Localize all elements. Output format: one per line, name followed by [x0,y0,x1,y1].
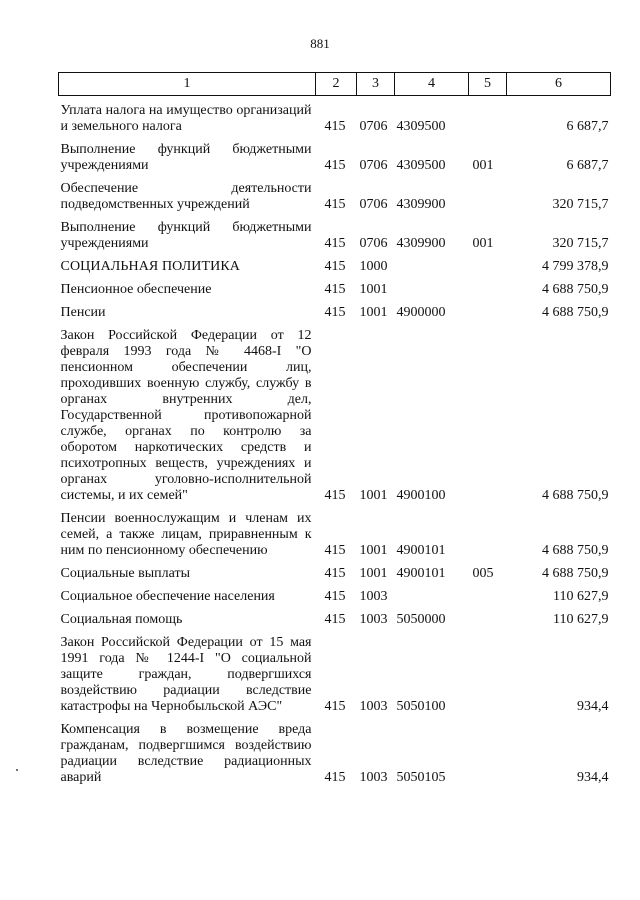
row-vr [469,504,507,559]
row-csr: 5050100 [396,699,446,714]
row-sum: 934,4 [577,699,609,714]
row-sum: 4 688 750,9 [542,566,609,581]
row-vr: 001 [472,158,494,173]
table-row [59,559,611,582]
row-rz: 1001 [359,488,388,503]
table-row [59,298,611,321]
row-ved: 415 [324,566,346,581]
row-vr [469,715,507,786]
row-rz: 1001 [359,305,388,320]
row-rz: 1003 [359,770,388,785]
row-csr: 4309900 [396,236,446,251]
row-name: Пенсии военнослужащим и членам их семей, а также лицам, приравненным к ним по пенсионному обеспечению [60,511,312,558]
row-vr [469,298,507,321]
row-vr [469,252,507,275]
table-row [59,321,611,504]
row-sum: 4 688 750,9 [542,543,609,558]
row-ved: 415 [324,543,346,558]
row-ved: 415 [324,119,346,134]
row-ved: 415 [324,236,346,251]
table-row [59,252,611,275]
table-row [59,213,611,252]
row-sum: 110 627,9 [553,612,609,627]
row-rz: 0706 [359,158,388,173]
row-rz: 1000 [359,259,388,274]
row-csr: 4900101 [396,543,446,558]
row-sum: 4 688 750,9 [542,305,609,320]
row-name: Закон Российской Федерации от 12 февраля 1993 года № 4468-I "О пенсионном обеспечении лиц, проходивших военную службу, службу в органах внутренних дел, Государственной противопожарной службе, органах по контролю за оборотом наркотических средств и психотропных веществ, учреждениях и органах уголовно-исполнительной системы, и их семей" [60,328,312,503]
row-ved: 415 [324,282,346,297]
row-name: Социальные выплаты [60,566,191,581]
table-row [59,628,611,715]
row-vr [469,605,507,628]
header-col-5: 5 [469,73,507,96]
row-sum: 4 799 378,9 [542,259,609,274]
row-vr [469,174,507,213]
row-ved: 415 [324,612,346,627]
row-ved: 415 [324,158,346,173]
row-vr [469,628,507,715]
row-ved: 415 [324,770,346,785]
row-name: Обеспечение деятельности подведомственных учреждений [60,181,312,212]
row-ved: 415 [324,305,346,320]
table-body [59,96,611,787]
row-csr: 5050000 [396,612,446,627]
row-csr: 4900101 [396,566,446,581]
row-name: Закон Российской Федерации от 15 мая 1991 года № 1244-I "О социальной защите граждан, подвергшихся воздействию радиации вследствие катастрофы на Чернобыльской АЭС" [60,635,312,714]
row-name: Социальная помощь [60,612,183,627]
row-vr [469,582,507,605]
row-rz: 1001 [359,566,388,581]
row-sum: 320 715,7 [552,197,609,212]
table-header [59,73,611,96]
row-sum: 934,4 [577,770,609,785]
header-col-2: 2 [316,73,357,96]
row-ved: 415 [324,259,346,274]
row-rz: 0706 [359,197,388,212]
row-name: Уплата налога на имущество организаций и земельного налога [60,103,312,134]
table-row [59,715,611,786]
budget-table [58,72,611,786]
row-csr [395,252,469,275]
header-col-4: 4 [395,73,469,96]
header-col-1: 1 [59,73,316,96]
row-csr: 4900100 [396,488,446,503]
row-name: Выполнение функций бюджетными учреждениями [60,142,312,173]
row-csr [395,275,469,298]
row-name: Социальное обеспечение населения [60,589,275,604]
row-vr [469,321,507,504]
row-rz: 1001 [359,543,388,558]
table-row [59,582,611,605]
row-csr: 5050105 [396,770,446,785]
row-name: Компенсация в возмещение вреда гражданам, подвергшимся воздействию радиации вследствие радиационных аварий [60,722,312,785]
row-rz: 1003 [359,589,388,604]
table-row [59,174,611,213]
row-sum: 4 688 750,9 [542,488,609,503]
row-rz: 1003 [359,612,388,627]
row-csr: 4309900 [396,197,446,212]
row-name: Пенсионное обеспечение [60,282,212,297]
scan-speck [16,769,18,771]
row-name: Выполнение функций бюджетными учреждениями [60,220,312,251]
table-row [59,605,611,628]
header-col-3: 3 [357,73,395,96]
header-col-6: 6 [507,73,611,96]
row-rz: 0706 [359,119,388,134]
row-ved: 415 [324,699,346,714]
row-sum: 320 715,7 [552,236,609,251]
row-vr [469,96,507,136]
table-row [59,96,611,136]
row-csr: 4309500 [396,158,446,173]
table-row [59,135,611,174]
table-row [59,504,611,559]
row-ved: 415 [324,589,346,604]
row-sum: 6 687,7 [566,119,609,134]
row-name: СОЦИАЛЬНАЯ ПОЛИТИКА [60,259,241,274]
row-vr [469,275,507,298]
row-sum: 110 627,9 [553,589,609,604]
row-name: Пенсии [60,305,106,320]
row-sum: 6 687,7 [566,158,609,173]
row-rz: 1003 [359,699,388,714]
row-rz: 0706 [359,236,388,251]
row-csr [395,582,469,605]
table-row [59,275,611,298]
row-rz: 1001 [359,282,388,297]
header-row [59,73,611,96]
row-ved: 415 [324,197,346,212]
row-csr: 4900000 [396,305,446,320]
page-number: 881 [310,36,330,51]
row-vr: 001 [472,236,494,251]
row-ved: 415 [324,488,346,503]
row-csr: 4309500 [396,119,446,134]
row-vr: 005 [472,566,494,581]
row-sum: 4 688 750,9 [542,282,609,297]
